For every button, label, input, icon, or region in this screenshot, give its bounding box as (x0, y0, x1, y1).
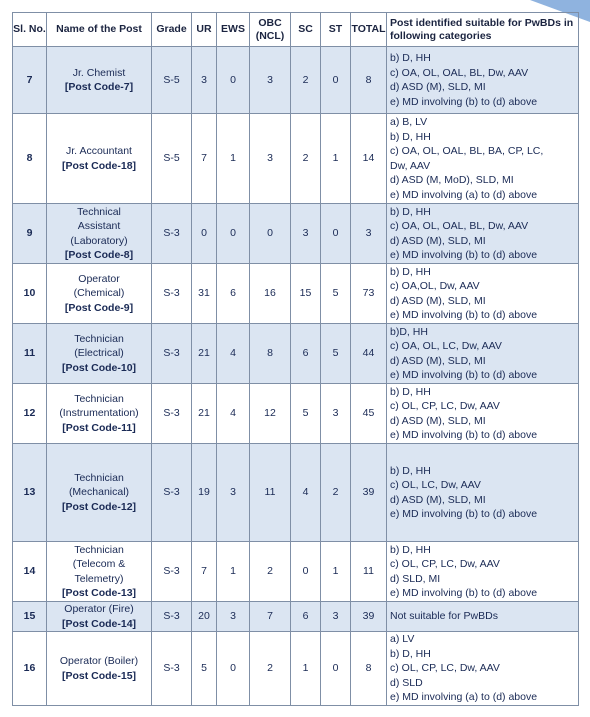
post-name-line: Telemetry) (74, 572, 124, 585)
post-name-line: Assistant (77, 220, 121, 232)
cell-grade: S-3 (152, 264, 192, 324)
post-name-line: Operator (Fire) (64, 603, 134, 615)
post-code: [Post Code-9] (64, 301, 134, 314)
pwbd-line: d) ASD (M), SLD, MI (390, 493, 486, 506)
cell-grade: S-3 (152, 384, 192, 444)
pwbd-line: a) B, LV (390, 116, 428, 128)
cell-sl-no: 7 (13, 47, 47, 114)
cell-obc: 0 (250, 204, 291, 264)
cell-grade: S-3 (152, 542, 192, 602)
pwbd-line: b) D, HH (390, 130, 431, 143)
cell-pwbd (387, 384, 579, 444)
cell-pwbd (387, 444, 579, 542)
cell-ur: 31 (192, 264, 217, 324)
cell-sl-no: 14 (13, 542, 47, 602)
table-row (13, 47, 579, 114)
cell-st: 2 (321, 444, 351, 542)
cell-obc: 7 (250, 602, 291, 632)
cell-pwbd (387, 542, 579, 602)
cell-post-name (47, 444, 152, 542)
pwbd-line: c) OL, LC, Dw, AAV (390, 479, 481, 491)
cell-sc: 0 (291, 542, 321, 602)
table-row (13, 264, 579, 324)
post-code: [Post Code-10] (61, 361, 137, 374)
cell-total: 8 (351, 632, 387, 706)
pwbd-line: b) D, HH (390, 205, 431, 218)
pwbd-line: c) OL, CP, LC, Dw, AAV (390, 662, 500, 675)
pwbd-line: b) D, HH (390, 265, 431, 278)
cell-ur: 5 (192, 632, 217, 706)
cell-ur: 0 (192, 204, 217, 264)
cell-sl-no: 16 (13, 632, 47, 706)
pwbd-line: d) ASD (M), SLD, MI (390, 414, 486, 427)
cell-obc: 2 (250, 542, 291, 602)
vacancy-table (12, 12, 579, 706)
header-row (13, 13, 579, 47)
pwbd-line: d) ASD (M, MoD), SLD, MI (390, 174, 514, 186)
post-name-line: (Laboratory) (70, 234, 128, 247)
cell-sc: 6 (291, 324, 321, 384)
cell-sl-no: 10 (13, 264, 47, 324)
cell-sc: 1 (291, 632, 321, 706)
cell-sl-no: 8 (13, 114, 47, 204)
cell-pwbd (387, 602, 579, 632)
pwbd-line: d) ASD (M), SLD, MI (390, 234, 486, 247)
table-row (13, 114, 579, 204)
cell-obc: 2 (250, 632, 291, 706)
cell-obc: 3 (250, 47, 291, 114)
cell-sc: 4 (291, 444, 321, 542)
cell-obc: 11 (250, 444, 291, 542)
cell-post-name (47, 602, 152, 632)
post-name-line: Technician (74, 332, 124, 345)
cell-pwbd (387, 204, 579, 264)
table-row (13, 384, 579, 444)
cell-ur: 3 (192, 47, 217, 114)
pwbd-line: c) OA, OL, OAL, BL, BA, CP, LC, (390, 145, 544, 157)
post-code: [Post Code-14] (61, 617, 137, 630)
cell-total: 11 (351, 542, 387, 602)
table-body (13, 47, 579, 706)
cell-st: 1 (321, 114, 351, 204)
header-pwbd: Post identified suitable for PwBDs in following categories (387, 13, 579, 47)
post-name-line: Technician (74, 471, 124, 484)
pwbd-line: a) LV (390, 633, 415, 646)
cell-ur: 21 (192, 384, 217, 444)
cell-ews: 6 (217, 264, 250, 324)
header-ews: EWS (217, 13, 250, 47)
cell-pwbd (387, 264, 579, 324)
cell-total: 39 (351, 602, 387, 632)
table-row (13, 542, 579, 602)
cell-ur: 7 (192, 542, 217, 602)
pwbd-line: b) D, HH (390, 543, 431, 556)
cell-obc: 16 (250, 264, 291, 324)
pwbd-line: e) MD involving (b) to (d) above (390, 95, 538, 108)
cell-post-name (47, 542, 152, 602)
cell-grade: S-3 (152, 204, 192, 264)
pwbd-line: c) OA, OL, OAL, BL, Dw, AAV (390, 220, 529, 232)
pwbd-line: d) ASD (M), SLD, MI (390, 294, 486, 307)
cell-pwbd (387, 47, 579, 114)
pwbd-line: b)D, HH (390, 325, 428, 338)
pwbd-line: Not suitable for PwBDs (390, 610, 498, 623)
cell-sc: 2 (291, 114, 321, 204)
pwbd-line: b) D, HH (390, 464, 431, 477)
cell-pwbd (387, 632, 579, 706)
cell-sc: 15 (291, 264, 321, 324)
cell-total: 44 (351, 324, 387, 384)
post-code: [Post Code-18] (61, 159, 137, 172)
table-row (13, 324, 579, 384)
pwbd-line: c) OL, CP, LC, Dw, AAV (390, 400, 500, 412)
cell-sl-no: 12 (13, 384, 47, 444)
post-name-line: Jr. Chemist (72, 66, 126, 79)
table-row (13, 602, 579, 632)
cell-sc: 6 (291, 602, 321, 632)
post-name-line: (Telecom & (72, 558, 126, 570)
header-post-name: Name of the Post (47, 13, 152, 47)
cell-st: 0 (321, 204, 351, 264)
cell-ews: 1 (217, 542, 250, 602)
cell-sc: 2 (291, 47, 321, 114)
cell-post-name (47, 632, 152, 706)
cell-sc: 5 (291, 384, 321, 444)
cell-pwbd (387, 324, 579, 384)
header-ur: UR (192, 13, 217, 47)
cell-grade: S-3 (152, 324, 192, 384)
pwbd-line: e) MD involving (b) to (d) above (390, 508, 538, 520)
pwbd-line: e) MD involving (a) to (d) above (390, 188, 538, 201)
cell-post-name (47, 114, 152, 204)
post-code: [Post Code-7] (64, 81, 134, 93)
cell-ews: 3 (217, 602, 250, 632)
cell-ews: 1 (217, 114, 250, 204)
pwbd-line: b) D, HH (390, 52, 431, 64)
cell-total: 3 (351, 204, 387, 264)
cell-pwbd (387, 114, 579, 204)
cell-ews: 4 (217, 324, 250, 384)
cell-grade: S-5 (152, 47, 192, 114)
cell-sl-no: 15 (13, 602, 47, 632)
pwbd-line: e) MD involving (b) to (d) above (390, 587, 538, 599)
cell-st: 0 (321, 632, 351, 706)
pwbd-line: e) MD involving (b) to (d) above (390, 309, 538, 321)
pwbd-line: c) OA, OL, LC, Dw, AAV (390, 340, 502, 352)
cell-obc: 12 (250, 384, 291, 444)
cell-total: 14 (351, 114, 387, 204)
post-name-line: (Mechanical) (68, 486, 130, 499)
cell-ews: 4 (217, 384, 250, 444)
cell-grade: S-5 (152, 114, 192, 204)
pwbd-line: e) MD involving (a) to (d) above (390, 691, 538, 704)
cell-grade: S-3 (152, 444, 192, 542)
post-name-line: Technical (77, 205, 121, 218)
cell-ews: 0 (217, 47, 250, 114)
post-name-line: Technician (74, 543, 124, 556)
cell-st: 3 (321, 602, 351, 632)
cell-post-name (47, 324, 152, 384)
cell-total: 8 (351, 47, 387, 114)
cell-ews: 0 (217, 632, 250, 706)
post-code: [Post Code-13] (61, 587, 137, 599)
header-obc: OBC (NCL) (250, 13, 291, 47)
cell-st: 5 (321, 324, 351, 384)
cell-ur: 7 (192, 114, 217, 204)
cell-sl-no: 9 (13, 204, 47, 264)
pwbd-line: e) MD involving (b) to (d) above (390, 429, 538, 441)
table-row (13, 632, 579, 706)
post-name-line: Technician (74, 392, 124, 405)
cell-post-name (47, 264, 152, 324)
post-name-line: (Electrical) (74, 347, 124, 360)
post-name-line: Jr. Accountant (66, 145, 132, 157)
cell-st: 3 (321, 384, 351, 444)
table-row (13, 444, 579, 542)
pwbd-line: c) OA, OL, OAL, BL, Dw, AAV (390, 66, 529, 79)
cell-sc: 3 (291, 204, 321, 264)
cell-sl-no: 11 (13, 324, 47, 384)
cell-post-name (47, 47, 152, 114)
pwbd-line: e) MD involving (b) to (d) above (390, 369, 538, 381)
cell-ews: 0 (217, 204, 250, 264)
pwbd-line: c) OL, CP, LC, Dw, AAV (390, 558, 500, 570)
post-name-line: Operator (78, 272, 120, 285)
cell-st: 0 (321, 47, 351, 114)
cell-post-name (47, 384, 152, 444)
pwbd-line: e) MD involving (b) to (d) above (390, 249, 538, 261)
header-total: TOTAL (351, 13, 387, 47)
cell-total: 45 (351, 384, 387, 444)
post-name-line: Operator (Boiler) (59, 655, 139, 667)
post-code: [Post Code-8] (64, 249, 134, 261)
cell-grade: S-3 (152, 632, 192, 706)
header-sc: SC (291, 13, 321, 47)
cell-st: 5 (321, 264, 351, 324)
cell-ur: 21 (192, 324, 217, 384)
post-code: [Post Code-11] (62, 421, 136, 434)
cell-ur: 20 (192, 602, 217, 632)
post-code: [Post Code-12] (61, 500, 137, 513)
header-sl-no: Sl. No. (13, 13, 47, 47)
cell-ur: 19 (192, 444, 217, 542)
cell-total: 73 (351, 264, 387, 324)
cell-sl-no: 13 (13, 444, 47, 542)
table-row (13, 204, 579, 264)
header-st: ST (321, 13, 351, 47)
pwbd-line: d) ASD (M), SLD, MI (390, 354, 486, 367)
cell-ews: 3 (217, 444, 250, 542)
cell-grade: S-3 (152, 602, 192, 632)
cell-obc: 8 (250, 324, 291, 384)
cell-obc: 3 (250, 114, 291, 204)
cell-post-name (47, 204, 152, 264)
cell-st: 1 (321, 542, 351, 602)
pwbd-line: d) SLD (390, 676, 423, 689)
post-name-line: (Instrumentation) (59, 407, 139, 420)
pwbd-line: d) ASD (M), SLD, MI (390, 81, 486, 93)
post-name-line: (Chemical) (73, 287, 125, 300)
pwbd-line: Dw, AAV (390, 159, 431, 172)
pwbd-line: b) D, HH (390, 385, 431, 398)
pwbd-line: d) SLD, MI (390, 572, 441, 585)
pwbd-line: c) OA,OL, Dw, AAV (390, 280, 480, 292)
post-code: [Post Code-15] (61, 669, 137, 682)
cell-total: 39 (351, 444, 387, 542)
pwbd-line: b) D, HH (390, 647, 431, 660)
header-grade: Grade (152, 13, 192, 47)
